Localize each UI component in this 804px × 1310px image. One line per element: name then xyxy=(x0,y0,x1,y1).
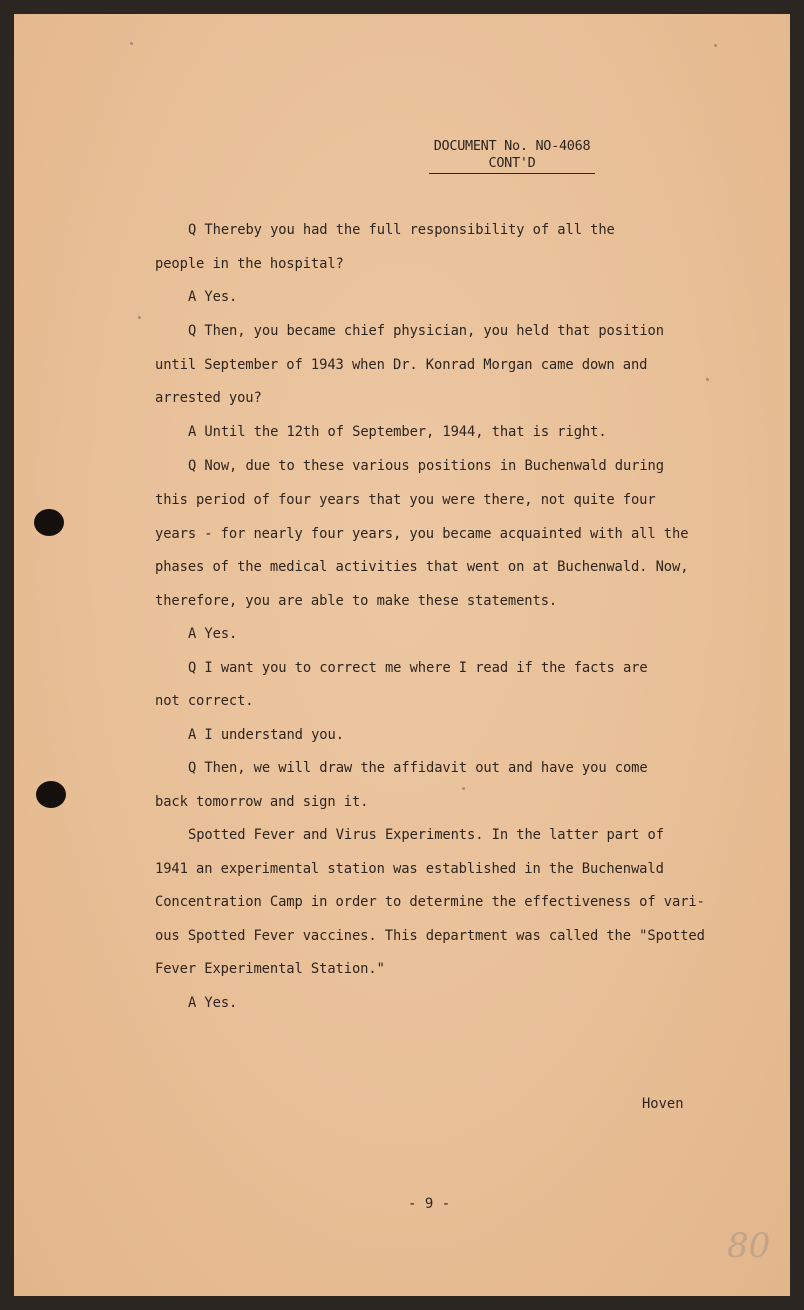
text-line: years - for nearly four years, you became acquainted with all the xyxy=(155,526,689,542)
text-line: Q Then, you became chief physician, you held that position xyxy=(188,323,664,339)
text-line: therefore, you are able to make these statements. xyxy=(155,593,558,609)
paper-speck xyxy=(706,378,709,381)
signature-name: Hoven xyxy=(642,1096,684,1112)
text-line: Spotted Fever and Virus Experiments. In the latter part of xyxy=(188,827,664,843)
paper-speck xyxy=(138,316,141,319)
text-line: not correct. xyxy=(155,693,254,709)
text-line: Q Thereby you had the full responsibility of all the xyxy=(188,222,615,238)
page-number: - 9 - xyxy=(408,1196,451,1212)
text-line: Q Then, we will draw the affidavit out and have you come xyxy=(188,760,648,776)
text-line: Fever Experimental Station." xyxy=(155,961,385,977)
text-line: ous Spotted Fever vaccines. This department was called the "Spotted xyxy=(155,928,705,944)
text-line: A I understand you. xyxy=(188,727,344,743)
text-line: A Yes. xyxy=(188,289,238,305)
text-line: Q I want you to correct me where I read if the facts are xyxy=(188,660,648,676)
punch-hole xyxy=(36,781,66,808)
text-line: phases of the medical activities that went on at Buchenwald. Now, xyxy=(155,559,689,575)
document-number: DOCUMENT No. NO-4068 xyxy=(433,138,591,154)
punch-hole xyxy=(34,509,64,536)
text-line: until September of 1943 when Dr. Konrad Morgan came down and xyxy=(155,357,648,373)
text-line: A Until the 12th of September, 1944, that is right. xyxy=(188,424,607,440)
text-line: Concentration Camp in order to determine the effectiveness of vari- xyxy=(155,894,705,910)
text-line: A Yes. xyxy=(188,995,238,1011)
document-page xyxy=(14,14,790,1296)
text-line: arrested you? xyxy=(155,390,262,406)
folio-number: 80 xyxy=(727,1226,771,1266)
text-line: A Yes. xyxy=(188,626,238,642)
paper-speck xyxy=(130,42,133,45)
document-header xyxy=(429,138,595,174)
text-line: 1941 an experimental station was established in the Buchenwald xyxy=(155,861,664,877)
text-line: this period of four years that you were there, not quite four xyxy=(155,492,656,508)
paper-speck xyxy=(714,44,717,47)
text-line: Q Now, due to these various positions in Buchenwald during xyxy=(188,458,664,474)
text-line: people in the hospital? xyxy=(155,256,344,272)
text-line: back tomorrow and sign it. xyxy=(155,794,369,810)
continued-label: CONT'D xyxy=(429,155,595,174)
paper-speck xyxy=(462,787,465,790)
